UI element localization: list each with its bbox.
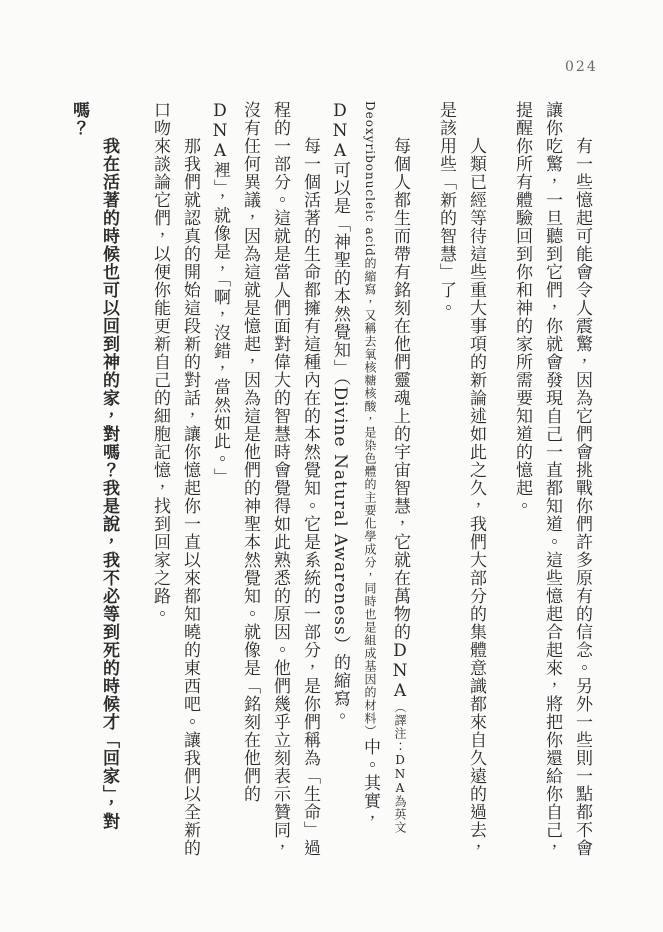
text-segment: （譯注：: [393, 701, 407, 753]
paragraph-new-conversation: [145, 101, 205, 857]
paragraph-humanity-waiting: [431, 101, 491, 857]
text-segment: DNA: [210, 101, 230, 161]
text-segment: 為英文Deoxyribonucleic acid的縮寫，又稱去氧核糖核酸，是染色體的主要化學成分，同時也是組成基因的材料）: [363, 101, 407, 834]
paragraph-dna-cosmic-wisdom: [325, 101, 415, 857]
text-segment: 有一些憶起可能會令人震驚，因為它們會挑戰你們許多原有的信念。另外一些則一點都不會讓你吃驚，一旦聽到它們，你就會發現自己一直都知道。這些憶起合起來，將把你還給你自己，提醒你所有體驗回到你和神的家所需要知道的憶起。: [512, 101, 592, 857]
paragraph-natural-awareness: [205, 101, 325, 857]
text-segment: 我在活著的時候也可以回到神的家，對嗎？我是說，我不必等到死的時候才「回家」，對嗎？: [69, 101, 119, 831]
vertical-text-block: [64, 101, 597, 857]
page-number: 024: [565, 59, 598, 75]
text-segment: 每個人都生而帶有銘刻在他們靈魂上的宇宙智慧，它就在萬物的: [390, 137, 410, 641]
text-segment: 可以是「神聖的本然覺知」（Divine Natural Awareness）的縮寫。: [330, 161, 350, 726]
paragraph-memories-shock: [507, 101, 597, 857]
text-segment: 每一個活著的生命都擁有這種內在的本然覺知。它是系統的一部分，是你們稱為「生命」過程的一部分。這就是當人們面對偉大的智慧時會覺得如此熟悉的原因。他們幾乎立刻表示贊同，沒有任何異議，因為這就是憶起，因為這是他們的神聖本然覺知。就像是「銘刻在他們的: [240, 101, 320, 857]
text-segment: DNA: [330, 101, 350, 161]
paragraph-reader-question: [64, 101, 124, 857]
text-segment: 人類已經等待這些重大事項的新論述如此之久，我們大部分的集體意識都來自久遠的過去，是該用些「新的智慧」了。: [436, 101, 486, 857]
text-segment: 裡」，就像是，「啊，沒錯，當然如此。」: [210, 161, 230, 486]
text-segment: DNA: [393, 753, 407, 795]
text-segment: DNA: [390, 641, 410, 701]
text-segment: 那我們就認真的開始這段新的對話，讓你憶起你一直以來都知曉的東西吧。讓我們以全新的口吻來談論它們，以便你能更新自己的細胞記憶，找到回家之路。: [150, 101, 200, 857]
text-segment: 中。其實，: [360, 737, 380, 828]
